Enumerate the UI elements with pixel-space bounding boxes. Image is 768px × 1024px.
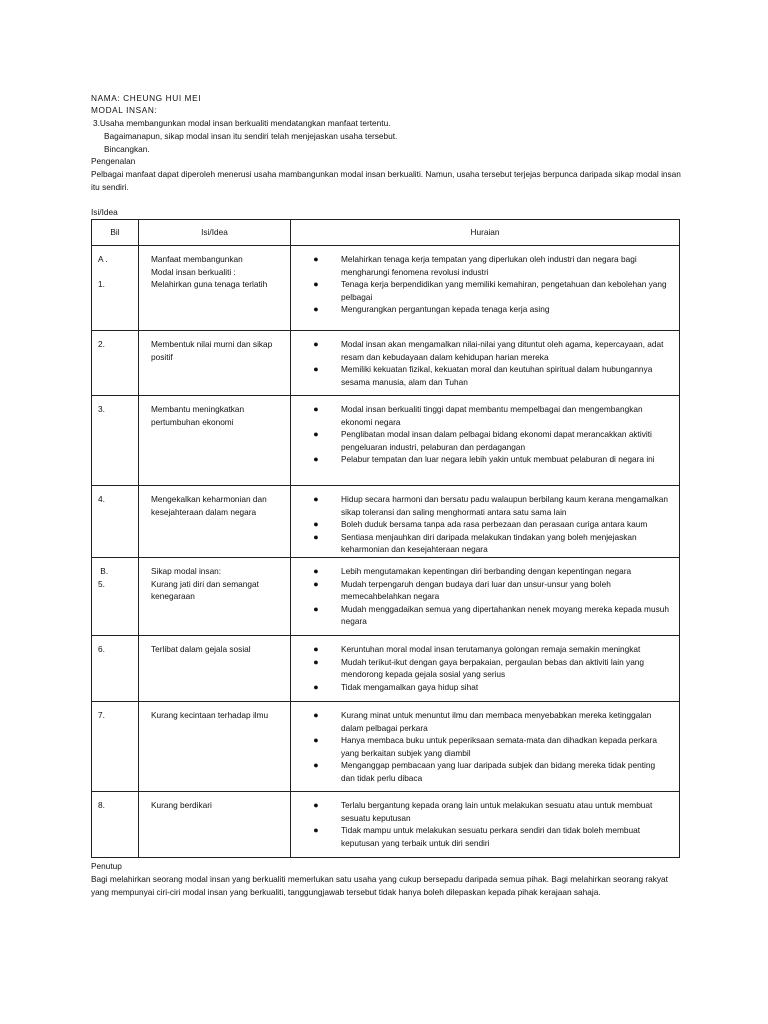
row-number: 4. <box>98 494 105 504</box>
idea-text: Membentuk nilai murni dan sikap positif <box>151 339 273 362</box>
row-number: 8. <box>98 800 105 810</box>
bullet-point <box>291 565 671 578</box>
table-row <box>92 702 680 792</box>
idea-cell <box>139 486 291 558</box>
row-number: 5. <box>98 578 105 589</box>
header-huraian: Huraian <box>291 220 680 246</box>
bullet-icon: ● <box>313 710 319 720</box>
bullet-text: Hidup secara harmoni dan bersatu padu walaupun berbilang kaum kerana mengamalkan sikap toleransi dan saling menghormati antara satu sama lain <box>341 494 669 517</box>
bullet-point <box>291 799 671 824</box>
intro-text: Pelbagai manfaat dapat diperoleh menerusi usaha mambangunkan modal insan berkualiti. Namun, usaha tersebut terjejas berpunca daripada sikap modal insan itu sendiri. <box>91 169 681 192</box>
bullet-icon: ● <box>313 254 319 264</box>
idea-text: Membantu meningkatkan pertumbuhan ekonomi <box>151 404 245 427</box>
bullet-text: Mudah menggadaikan semua yang dipertahankan nenek moyang mereka kepada musuh negara <box>341 603 669 627</box>
subject-title: MODAL INSAN: <box>91 105 158 115</box>
idea-cell <box>139 558 291 636</box>
bullet-icon: ● <box>313 825 319 836</box>
huraian-cell <box>291 331 680 396</box>
question-line-2: Bagaimanapun, sikap modal insan itu sendiri telah menjejaskan usaha tersebut. <box>104 131 398 141</box>
huraian-cell <box>291 792 680 858</box>
bullet-icon: ● <box>313 519 319 530</box>
bullet-point <box>291 578 671 603</box>
idea-text: Sikap modal insan: <box>151 566 222 576</box>
idea-text: Melahirkan guna tenaga terlatih <box>151 279 268 290</box>
idea-text: Kurang jati diri dan semangat kenegaraan <box>151 578 259 602</box>
bullet-text: Melahirkan tenaga kerja tempatan yang diperlukan oleh industri dan negara bagi mengharungi fenomena revolusi industri <box>341 254 637 277</box>
bullet-icon: ● <box>313 681 319 692</box>
bullet-text: Sentiasa menjauhkan diri daripada melakukan tindakan yang boleh menjejaskan keharmonian dan kesejahteraan negara <box>341 531 637 555</box>
bullet-icon: ● <box>313 760 319 771</box>
bullet-point <box>291 278 671 303</box>
bullet-icon: ● <box>313 364 319 375</box>
bullet-text: Tidak mampu untuk melakukan sesuatu perkara sendiri dan tidak boleh membuat keputusan yang terbaik untuk diri sendiri <box>341 825 641 848</box>
header-bil: Bil <box>92 220 139 246</box>
bullet-icon: ● <box>313 578 319 589</box>
bullet-icon: ● <box>313 531 319 542</box>
bullet-icon: ● <box>313 566 319 576</box>
bullet-point <box>291 734 671 759</box>
bullet-point <box>291 428 671 453</box>
bullet-point <box>291 453 671 466</box>
table-header-row <box>92 220 680 246</box>
idea-cell <box>139 331 291 396</box>
row-number: 7. <box>98 710 105 720</box>
idea-text: Manfaat membangunkan <box>151 254 243 264</box>
row-number: A . <box>98 254 108 264</box>
idea-cell <box>139 702 291 792</box>
bullet-point <box>291 363 671 388</box>
idea-text: Kurang berdikari <box>151 800 212 810</box>
bullet-text: Mudah terikut-ikut dengan gaya berpakaian, pergaulan bebas dan aktiviti lain yang mendorong kepada gejala sosial yang serius <box>341 656 645 680</box>
bullet-point <box>291 759 671 784</box>
conclusion-text: Bagi melahirkan seorang modal insan yang berkualiti memerlukan satu usaha yang cukup bersepadu daripada semua pihak. Bagi melahirkan seorang rakyat yang mempunyai ciri-ciri modal insan yang berkualiti, tanggungjawab tersebut tidak hanya boleh dilepaskan kepada pihak kerajaan sahaja. <box>91 874 668 897</box>
bullet-text: Modal insan akan mengamalkan nilai-nilai yang dituntut oleh agama, kepercayaan, adat resam dan kebudayaan dalam kehidupan harian mereka <box>341 339 664 362</box>
section-label: Isi/Idea <box>91 207 118 217</box>
bullet-text: Tidak mengamalkan gaya hidup sihat <box>341 681 479 692</box>
bullet-point <box>291 656 671 681</box>
bullet-point <box>291 824 671 849</box>
bullet-icon: ● <box>313 735 319 746</box>
content-table <box>91 219 680 858</box>
row-number: 1. <box>98 279 105 290</box>
huraian-cell <box>291 558 680 636</box>
table-row <box>92 396 680 486</box>
bullet-point <box>291 253 671 278</box>
bullet-text: Menganggap pembacaan yang luar daripada subjek dan bidang mereka tidak penting dan tidak perlu dibaca <box>341 760 656 783</box>
huraian-cell <box>291 246 680 331</box>
row-number-cell <box>92 702 139 792</box>
bullet-icon: ● <box>313 800 319 810</box>
bullet-icon: ● <box>313 494 319 504</box>
bullet-text: Pelabur tempatan dan luar negara lebih yakin untuk membuat pelaburan di negara ini <box>341 454 655 465</box>
bullet-icon: ● <box>313 429 319 440</box>
table-row <box>92 636 680 702</box>
idea-text: Mengekalkan keharmonian dan kesejahteraan dalam negara <box>151 494 267 517</box>
bullet-text: Lebih mengutamakan kepentingan diri berbanding dengan kepentingan negara <box>341 566 632 576</box>
row-number-cell <box>92 792 139 858</box>
bullet-point <box>291 531 671 556</box>
idea-cell <box>139 396 291 486</box>
bullet-text: Modal insan berkualiti tinggi dapat membantu mempelbagai dan mengembangkan ekonomi negara <box>341 404 643 427</box>
header-idea: Isi/Idea <box>139 220 291 246</box>
table-row <box>92 558 680 636</box>
row-number-cell <box>92 331 139 396</box>
row-number-cell <box>92 558 139 636</box>
idea-text: Kurang kecintaan terhadap ilmu <box>151 710 269 720</box>
bullet-point <box>291 303 671 316</box>
bullet-text: Keruntuhan moral modal insan terutamanya golongan remaja semakin meningkat <box>341 644 641 654</box>
bullet-point <box>291 493 671 518</box>
bullet-text: Terlalu bergantung kepada orang lain untuk melakukan sesuatu atau untuk membuat sesuatu keputusan <box>341 800 653 823</box>
row-number: 6. <box>98 644 105 654</box>
intro-heading: Pengenalan <box>91 156 136 166</box>
huraian-cell <box>291 486 680 558</box>
row-number-cell <box>92 246 139 331</box>
bullet-point <box>291 681 671 694</box>
bullet-icon: ● <box>313 644 319 654</box>
bullet-point <box>291 403 671 428</box>
table-row <box>92 246 680 331</box>
bullet-point <box>291 603 671 628</box>
bullet-icon: ● <box>313 339 319 349</box>
bullet-text: Hanya membaca buku untuk peperiksaan semata-mata dan dihadkan kepada perkara yang berkaitan subjek yang diambil <box>341 735 657 758</box>
bullet-icon: ● <box>313 603 319 614</box>
bullet-icon: ● <box>313 279 319 290</box>
row-number: B. <box>98 566 109 576</box>
question-line-1: 3.Usaha membangunkan modal insan berkualiti mendatangkan manfaat tertentu. <box>93 118 391 128</box>
question-line-3: Bincangkan. <box>104 144 150 154</box>
bullet-icon: ● <box>313 404 319 414</box>
bullet-icon: ● <box>313 656 319 667</box>
bullet-point <box>291 338 671 363</box>
table-row <box>92 331 680 396</box>
bullet-text: Boleh duduk bersama tanpa ada rasa perbezaan dan perasaan curiga antara kaum <box>341 519 648 530</box>
table-row <box>92 486 680 558</box>
conclusion-heading: Penutup <box>91 861 122 871</box>
bullet-text: Mengurangkan pergantungan kepada tenaga kerja asing <box>341 304 550 315</box>
idea-cell <box>139 246 291 331</box>
row-number: 3. <box>98 404 105 414</box>
row-number-cell <box>92 636 139 702</box>
bullet-text: Kurang minat untuk menuntut ilmu dan membaca menyebabkan mereka ketinggalan dalam pelbagai perkara <box>341 710 652 733</box>
huraian-cell <box>291 396 680 486</box>
idea-text: Modal insan berkualiti : <box>151 266 236 277</box>
huraian-cell <box>291 702 680 792</box>
student-name: NAMA: CHEUNG HUI MEI <box>91 93 202 103</box>
bullet-text: Mudah terpengaruh dengan budaya dari luar dan unsur-unsur yang boleh memecahbelahkan negara <box>341 578 611 602</box>
bullet-point <box>291 643 671 656</box>
row-number: 2. <box>98 339 105 349</box>
bullet-point <box>291 709 671 734</box>
table-row <box>92 792 680 858</box>
idea-cell <box>139 792 291 858</box>
bullet-text: Penglibatan modal insan dalam pelbagai bidang ekonomi dapat merancakkan aktiviti pengeluaran industri, pelaburan dan perdagangan <box>341 429 652 452</box>
row-number <box>98 266 138 279</box>
row-number-cell <box>92 486 139 558</box>
row-number-cell <box>92 396 139 486</box>
bullet-text: Memiliki kekuatan fizikal, kekuatan moral dan keutuhan spiritual dalam hubungannya sesama manusia, alam dan Tuhan <box>341 364 653 387</box>
bullet-text: Tenaga kerja berpendidikan yang memiliki kemahiran, pengetahuan dan kebolehan yang pelbagai <box>341 279 667 302</box>
bullet-icon: ● <box>313 454 319 465</box>
bullet-icon: ● <box>313 304 319 315</box>
huraian-cell <box>291 636 680 702</box>
idea-text: Terlibat dalam gejala sosial <box>151 644 251 654</box>
idea-cell <box>139 636 291 702</box>
bullet-point <box>291 518 671 531</box>
